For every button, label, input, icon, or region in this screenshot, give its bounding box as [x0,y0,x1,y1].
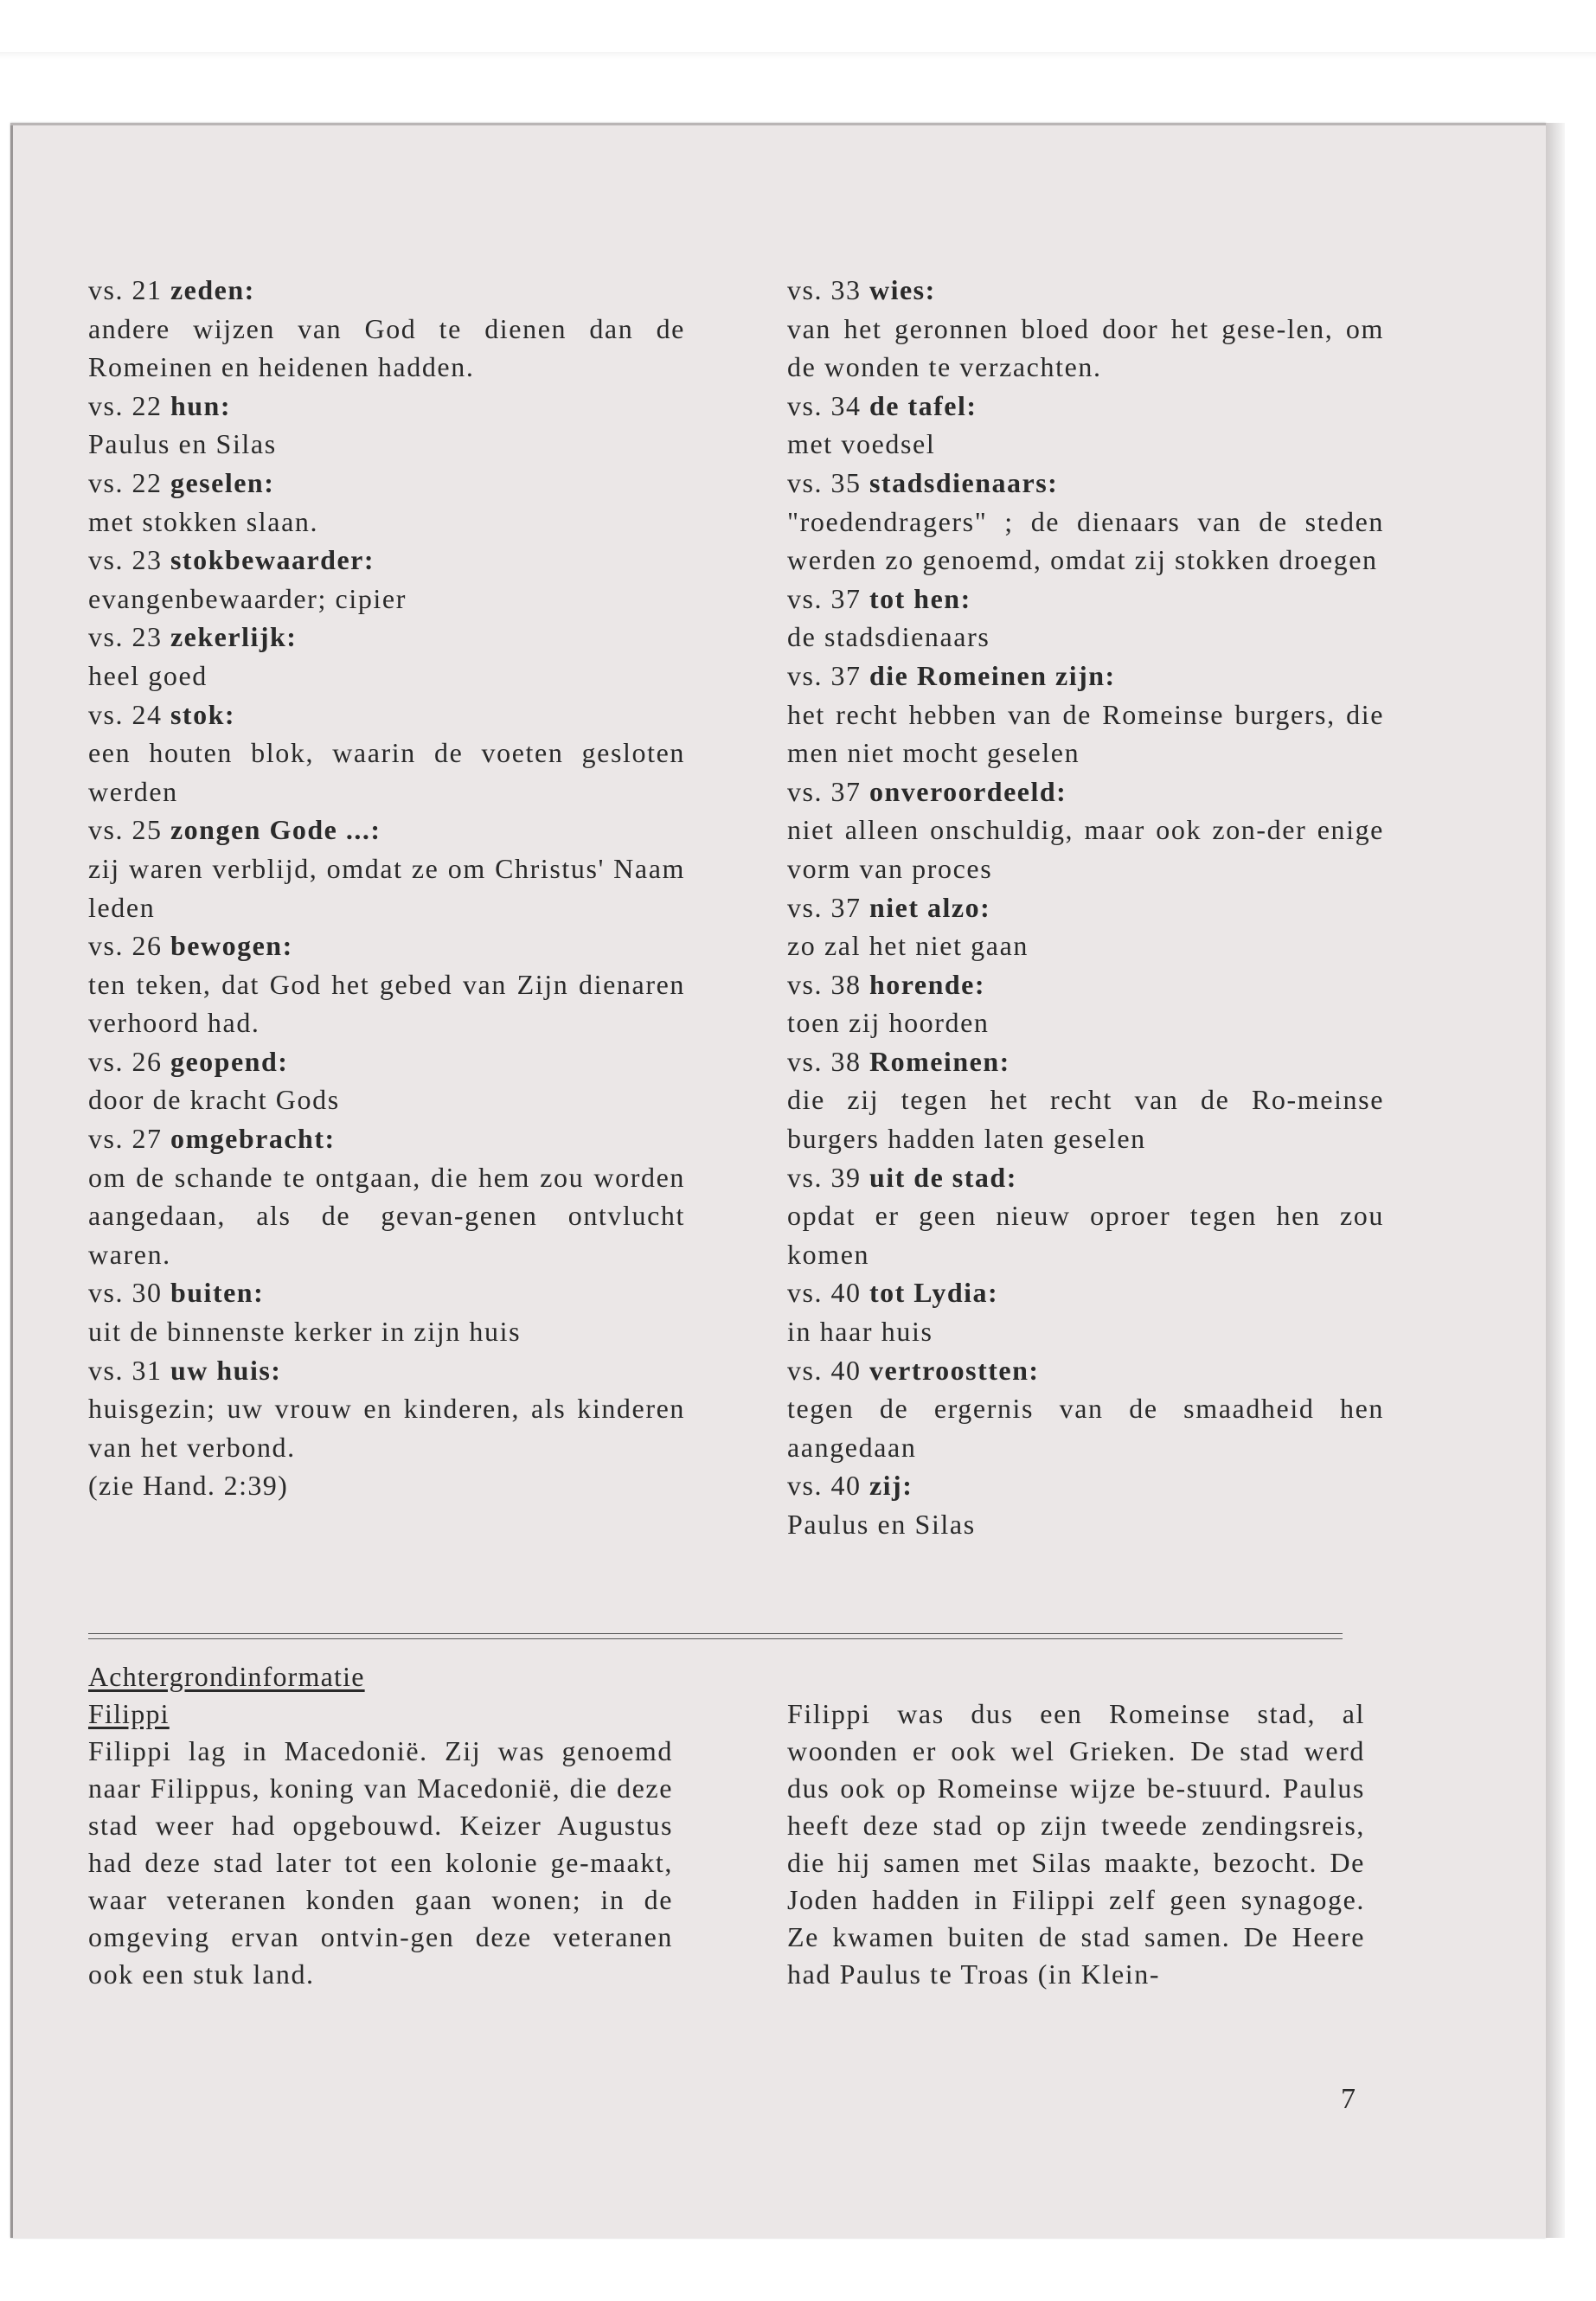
entry-definition: van het geronnen bloed door het gese-len, om de wonden te verzachten. [787,312,1384,383]
entry-heading: vs. 23 stokbewaarder: [88,544,375,576]
entry-heading: vs. 21 zeden: [88,274,255,305]
entry-heading: vs. 37 die Romeinen zijn: [787,659,1116,691]
glossary-entry [787,1351,1384,1467]
background-info-left [88,1658,673,1993]
entry-definition: toen zij hoorden [787,1007,990,1039]
entry-definition: opdat er geen nieuw oproer tegen hen zou komen [787,1200,1384,1270]
entry-heading: vs. 22 geselen: [88,466,275,498]
entry-definition: een houten blok, waarin de voeten gesloten werden [88,737,685,807]
glossary-entry [88,271,685,387]
glossary-entry [88,926,685,1042]
entry-definition: het recht hebben van de Romeinse burgers, die men niet mocht geselen [787,698,1384,769]
entry-heading: vs. 40 zij: [787,1470,913,1502]
glossary-entry [787,271,1384,387]
entry-heading: vs. 40 vertroostten: [787,1354,1040,1386]
glossary-entry [787,888,1384,965]
entry-heading: vs. 26 bewogen: [88,930,293,962]
entry-definition: evangenbewaarder; cipier [88,582,407,614]
glossary-entry [88,695,685,811]
entry-heading: vs. 27 omgebracht: [88,1123,336,1155]
entry-heading: vs. 22 hun: [88,389,231,421]
entry-heading: vs. 30 buiten: [88,1277,265,1309]
entry-definition: tegen de ergernis van de smaadheid hen aangedaan [787,1393,1384,1463]
entry-definition: zo zal het niet gaan [787,930,1029,962]
glossary-entry [787,387,1384,464]
glossary-entry [88,1273,685,1350]
entry-definition: uit de binnenste kerker in zijn huis [88,1316,522,1348]
background-paragraph-right: Filippi was dus een Romeinse stad, al woonden er ook wel Grieken. De stad werd dus ook op Romeinse wijze be-stuurd. Paulus heeft deze stad op zijn tweede zendingsreis, die hij samen met Silas maakte, bezocht. De Joden hadden in Filippi zelf geen synagoge. Ze kwamen buiten de stad samen. De Heere had Paulus te Troas (in Klein- [787,1698,1365,1990]
entry-definition: "roedendragers" ; de dienaars van de steden werden zo genoemd, omdat zij stokken droegen [787,505,1384,576]
entry-heading: vs. 37 onveroordeeld: [787,775,1067,807]
entry-definition: om de schande te ontgaan, die hem zou worden aangedaan, als de gevan-genen ontvlucht waren. [88,1161,685,1270]
section-divider [88,1633,1343,1639]
glossary-entry [787,965,1384,1042]
entry-heading: vs. 35 stadsdienaars: [787,466,1059,498]
entry-definition: Paulus en Silas [787,1509,976,1540]
entry-definition: ten teken, dat God het gebed van Zijn dienaren verhoord had. [88,968,685,1039]
entry-heading: vs. 26 geopend: [88,1045,289,1077]
entry-heading: vs. 31 uw huis: [88,1354,282,1386]
subsection-title: Filippi [88,1698,170,1729]
entry-definition: niet alleen onschuldig, maar ook zon-der enige vorm van proces [787,814,1384,884]
entry-heading: vs. 33 wies: [787,274,936,305]
page-edge-left [10,123,13,2238]
entry-definition: met voedsel [787,428,936,460]
glossary-entry [88,1351,685,1467]
entry-heading: vs. 24 stok: [88,698,236,730]
page-edge-top [10,123,1546,125]
page-edge-right [1546,123,1565,2238]
glossary-entry [787,464,1384,580]
entry-heading: vs. 39 uit de stad: [787,1161,1017,1193]
entry-heading: vs. 38 Romeinen: [787,1045,1010,1077]
entry-heading: vs. 37 niet alzo: [787,891,991,923]
glossary-entry [787,1158,1384,1274]
glossary-entry [787,1466,1384,1543]
entry-definition: heel goed [88,659,208,691]
glossary-entry [787,1273,1384,1350]
glossary-entry [787,1042,1384,1158]
glossary-entry [787,657,1384,772]
glossary-entry [88,464,685,541]
entry-definition: met stokken slaan. [88,505,319,537]
entry-definition: door de kracht Gods [88,1084,340,1116]
entry-definition: Paulus en Silas [88,428,277,460]
glossary-entry [787,580,1384,657]
entry-definition: de stadsdienaars [787,621,990,653]
page-number: 7 [1341,2083,1356,2115]
entry-definition: andere wijzen van God te dienen dan de Romeinen en heidenen hadden. [88,312,685,383]
glossary-entry [88,811,685,926]
glossary-column-left [88,271,685,1505]
entry-definition: huisgezin; uw vrouw en kinderen, als kinderen van het verbond. [88,1393,685,1463]
background-info-right [787,1695,1365,1993]
scan-border [0,52,1596,59]
background-paragraph-left: Filippi lag in Macedonië. Zij was genoemd naar Filippus, koning van Macedonië, die deze stad weer had opgebouwd. Keizer Augustus had deze stad later tot een kolonie ge-maakt, waar veteranen konden gaan wonen; in de omgeving ervan ontvin-gen deze veteranen ook een stuk land. [88,1735,673,1990]
entry-heading: vs. 37 tot hen: [787,582,971,614]
scripture-reference-note: (zie Hand. 2:39) [88,1470,289,1502]
entry-definition: in haar huis [787,1316,933,1348]
glossary-entry [88,387,685,464]
section-title: Achtergrondinformatie [88,1661,365,1692]
glossary-entry [88,1119,685,1273]
entry-heading: vs. 25 zongen Gode ...: [88,814,381,846]
entry-definition: zij waren verblijd, omdat ze om Christus' Naam leden [88,852,685,923]
entry-heading: vs. 23 zekerlijk: [88,621,298,653]
glossary-entry [88,541,685,618]
glossary-entry [787,772,1384,888]
entry-heading: vs. 40 tot Lydia: [787,1277,999,1309]
glossary-entry [88,618,685,695]
entry-heading: vs. 34 de tafel: [787,389,977,421]
entry-heading: vs. 38 horende: [787,968,986,1000]
entry-definition: die zij tegen het recht van de Ro-meinse burgers hadden laten geselen [787,1084,1384,1155]
glossary-entry [88,1042,685,1119]
glossary-column-right [787,271,1384,1544]
